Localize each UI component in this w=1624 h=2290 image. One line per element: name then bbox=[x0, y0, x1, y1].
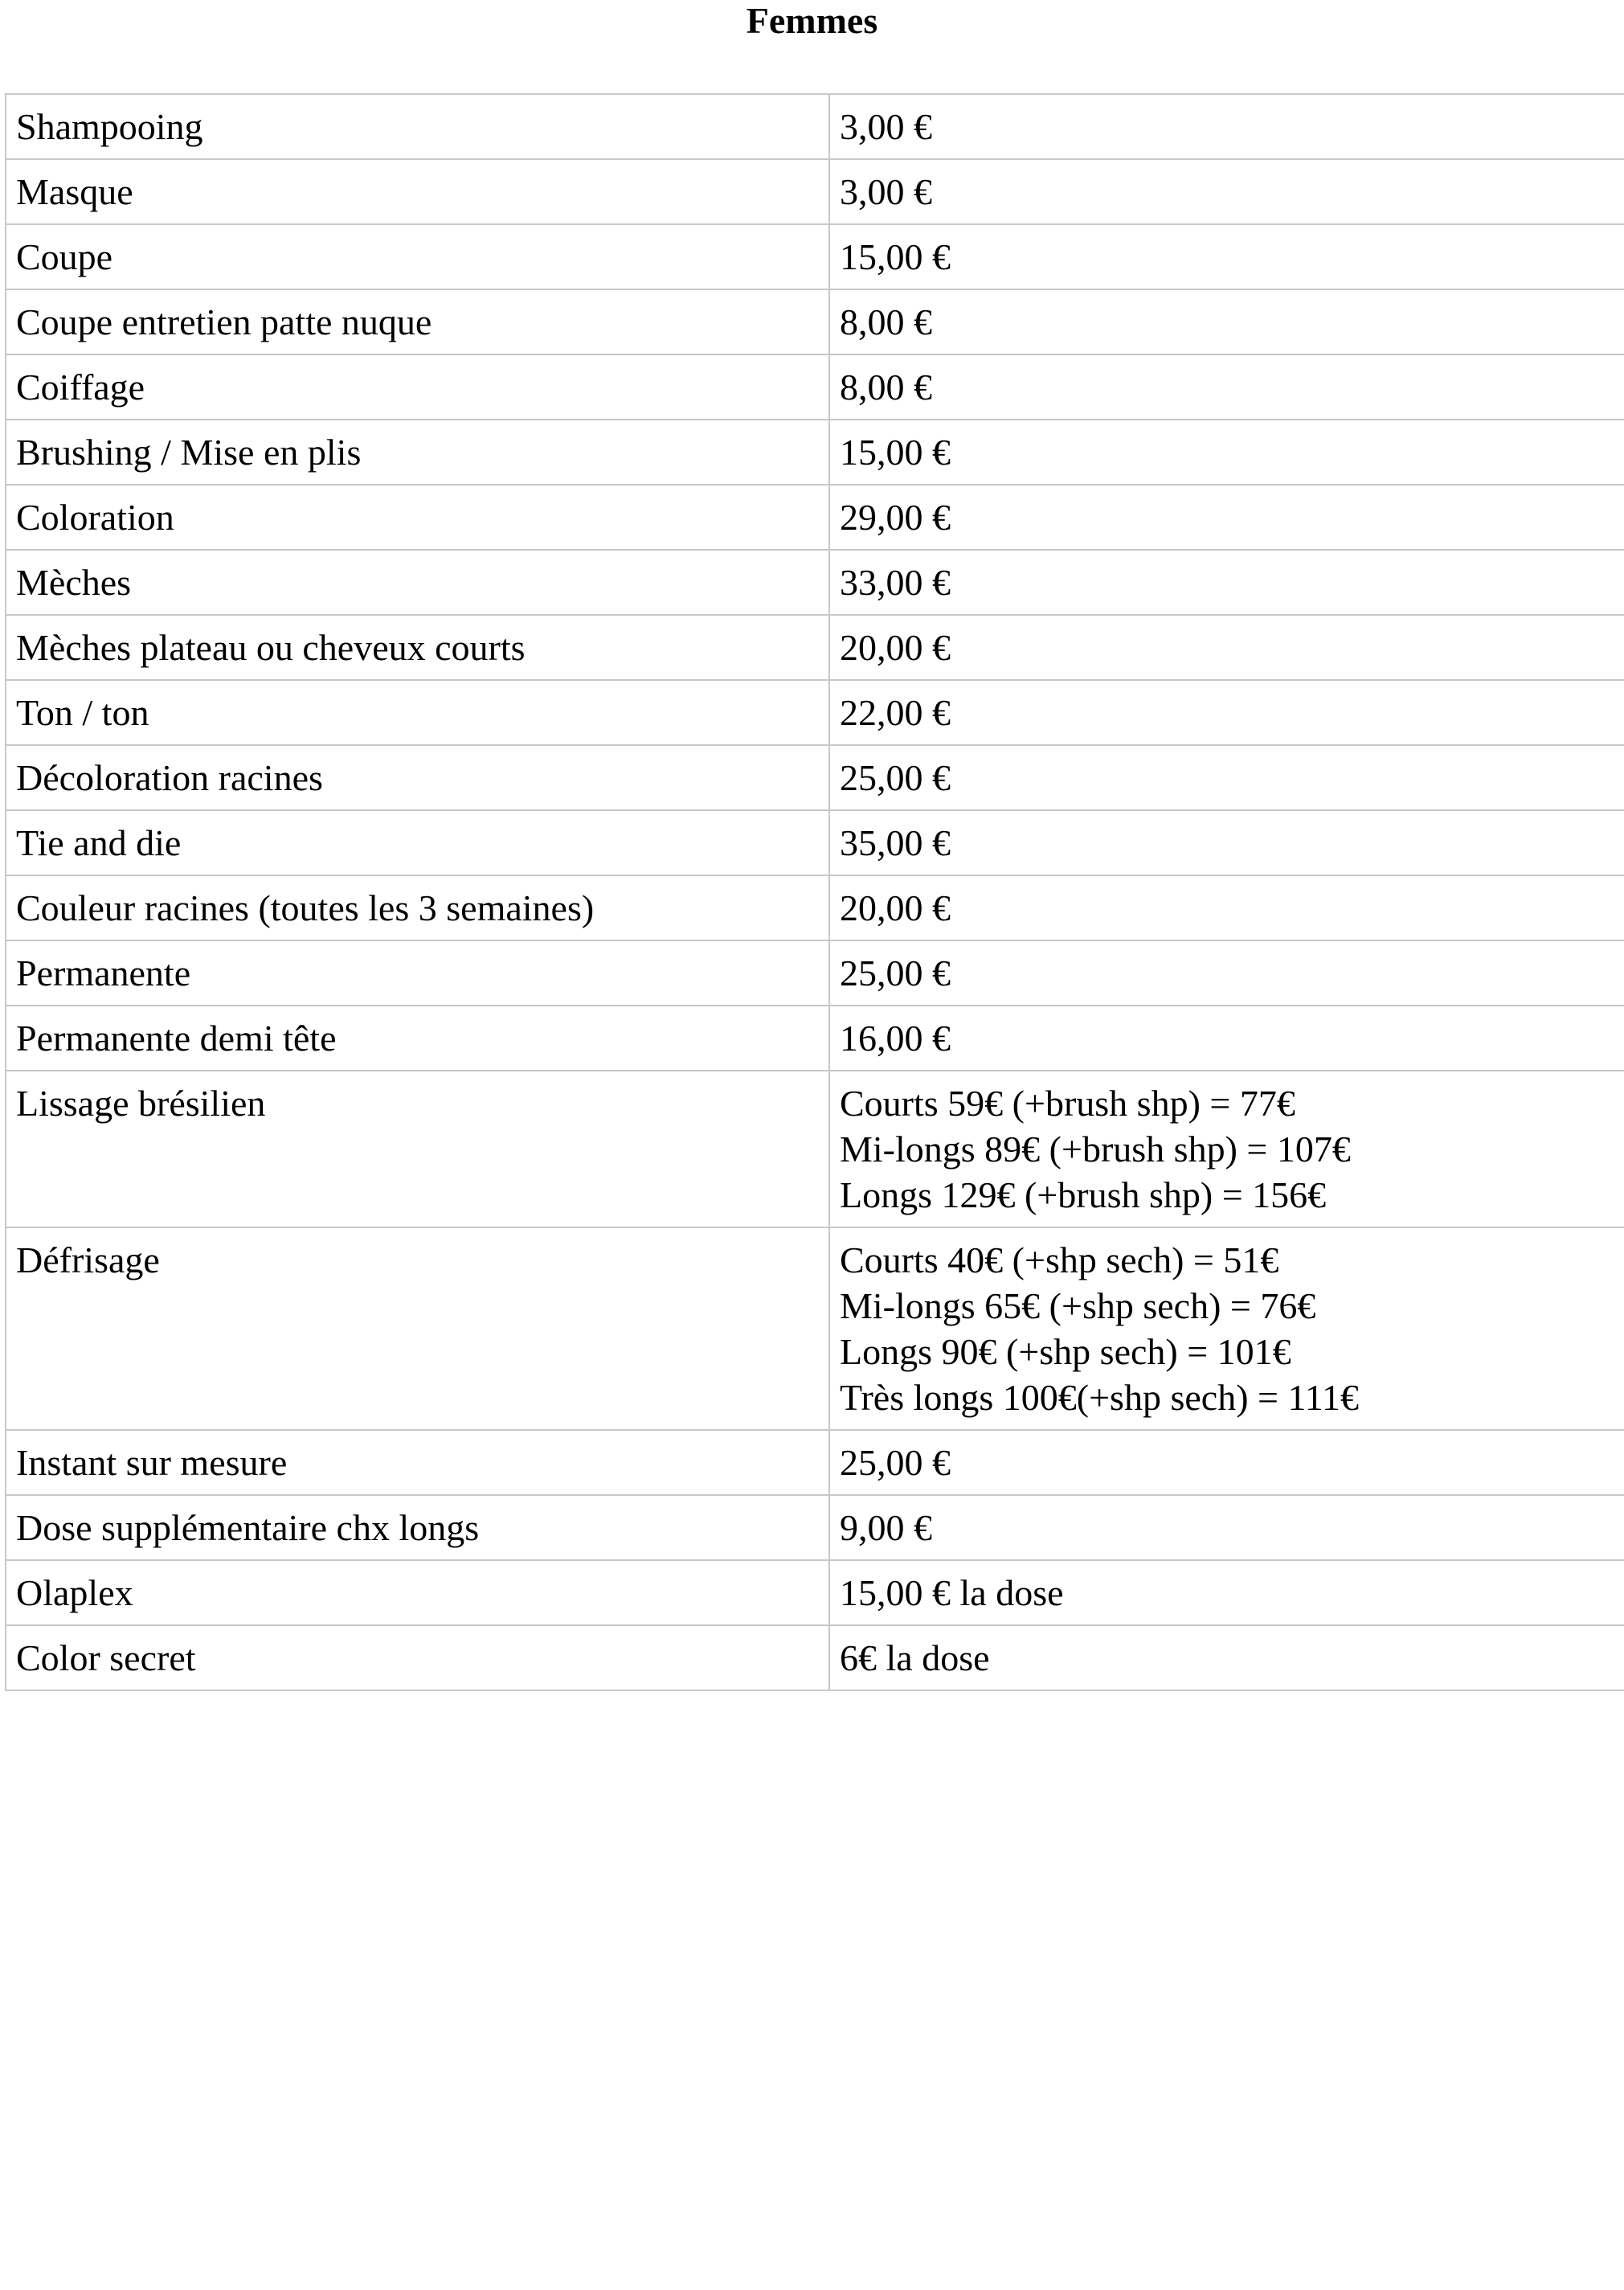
table-row bbox=[6, 159, 1624, 224]
price-line: 8,00 € bbox=[840, 367, 932, 408]
price-line: Courts 59€ (+brush shp) = 77€ bbox=[840, 1083, 1295, 1124]
price-line: Courts 40€ (+shp sech) = 51€ bbox=[840, 1239, 1279, 1280]
table-row bbox=[6, 680, 1624, 745]
price-cell bbox=[829, 680, 1624, 745]
price-line: 25,00 € bbox=[840, 952, 951, 993]
price-line: 25,00 € bbox=[840, 1442, 951, 1483]
service-cell: Coiffage bbox=[6, 354, 829, 420]
page-title: Femmes bbox=[746, 0, 878, 41]
service-cell: Brushing / Mise en plis bbox=[6, 420, 829, 485]
price-cell bbox=[829, 940, 1624, 1006]
price-table bbox=[5, 93, 1624, 1691]
service-cell: Lissage brésilien bbox=[6, 1071, 829, 1227]
service-cell: Coupe entretien patte nuque bbox=[6, 289, 829, 354]
table-row bbox=[6, 1560, 1624, 1625]
price-line: Longs 90€ (+shp sech) = 101€ bbox=[840, 1331, 1291, 1372]
price-line: Mi-longs 65€ (+shp sech) = 76€ bbox=[840, 1285, 1316, 1326]
service-cell: Mèches plateau ou cheveux courts bbox=[6, 615, 829, 680]
service-cell: Coloration bbox=[6, 485, 829, 550]
table-row bbox=[6, 1071, 1624, 1227]
service-cell: Décoloration racines bbox=[6, 745, 829, 810]
price-cell bbox=[829, 550, 1624, 615]
price-cell bbox=[829, 94, 1624, 159]
price-line: 35,00 € bbox=[840, 822, 951, 863]
price-table-body bbox=[6, 94, 1624, 1690]
price-cell bbox=[829, 1006, 1624, 1071]
service-cell: Olaplex bbox=[6, 1560, 829, 1625]
service-cell: Ton / ton bbox=[6, 680, 829, 745]
price-cell bbox=[829, 485, 1624, 550]
service-cell: Coupe bbox=[6, 224, 829, 289]
table-row bbox=[6, 875, 1624, 940]
price-cell bbox=[829, 745, 1624, 810]
price-cell bbox=[829, 159, 1624, 224]
price-line: 33,00 € bbox=[840, 562, 951, 603]
table-row bbox=[6, 745, 1624, 810]
table-row bbox=[6, 1227, 1624, 1430]
table-row bbox=[6, 550, 1624, 615]
price-cell bbox=[829, 1430, 1624, 1495]
price-cell bbox=[829, 1625, 1624, 1690]
service-cell: Tie and die bbox=[6, 810, 829, 875]
table-row bbox=[6, 289, 1624, 354]
service-cell: Color secret bbox=[6, 1625, 829, 1690]
service-cell: Couleur racines (toutes les 3 semaines) bbox=[6, 875, 829, 940]
service-cell: Instant sur mesure bbox=[6, 1430, 829, 1495]
table-row bbox=[6, 420, 1624, 485]
service-cell: Permanente demi tête bbox=[6, 1006, 829, 1071]
price-cell bbox=[829, 1560, 1624, 1625]
price-line: 29,00 € bbox=[840, 497, 951, 538]
table-row bbox=[6, 940, 1624, 1006]
service-cell: Shampooing bbox=[6, 94, 829, 159]
price-cell bbox=[829, 420, 1624, 485]
table-row bbox=[6, 224, 1624, 289]
price-line: 15,00 € bbox=[840, 432, 951, 473]
price-line: 16,00 € bbox=[840, 1018, 951, 1059]
price-line: 22,00 € bbox=[840, 692, 951, 733]
price-cell bbox=[829, 354, 1624, 420]
price-cell bbox=[829, 615, 1624, 680]
price-line: 9,00 € bbox=[840, 1507, 932, 1548]
price-line: 15,00 € la dose bbox=[840, 1572, 1064, 1613]
price-cell bbox=[829, 224, 1624, 289]
price-line: Mi-longs 89€ (+brush shp) = 107€ bbox=[840, 1129, 1351, 1170]
price-line: 3,00 € bbox=[840, 171, 932, 212]
table-row bbox=[6, 354, 1624, 420]
price-line: 15,00 € bbox=[840, 236, 951, 277]
price-line: 20,00 € bbox=[840, 627, 951, 668]
price-cell bbox=[829, 1227, 1624, 1430]
table-row bbox=[6, 810, 1624, 875]
service-cell: Défrisage bbox=[6, 1227, 829, 1430]
table-row bbox=[6, 1495, 1624, 1560]
table-row bbox=[6, 615, 1624, 680]
table-row bbox=[6, 485, 1624, 550]
table-row bbox=[6, 1006, 1624, 1071]
service-cell: Permanente bbox=[6, 940, 829, 1006]
price-line: Très longs 100€(+shp sech) = 111€ bbox=[840, 1377, 1360, 1418]
price-line: 25,00 € bbox=[840, 757, 951, 798]
table-row bbox=[6, 1625, 1624, 1690]
price-line: 6€ la dose bbox=[840, 1637, 990, 1678]
price-line: 8,00 € bbox=[840, 301, 932, 342]
price-cell bbox=[829, 1495, 1624, 1560]
price-cell bbox=[829, 875, 1624, 940]
price-cell bbox=[829, 289, 1624, 354]
price-line: 20,00 € bbox=[840, 887, 951, 928]
table-row bbox=[6, 1430, 1624, 1495]
service-cell: Mèches bbox=[6, 550, 829, 615]
price-line: Longs 129€ (+brush shp) = 156€ bbox=[840, 1174, 1327, 1215]
price-cell bbox=[829, 810, 1624, 875]
service-cell: Masque bbox=[6, 159, 829, 224]
table-row bbox=[6, 94, 1624, 159]
price-cell bbox=[829, 1071, 1624, 1227]
service-cell: Dose supplémentaire chx longs bbox=[6, 1495, 829, 1560]
price-line: 3,00 € bbox=[840, 106, 932, 147]
